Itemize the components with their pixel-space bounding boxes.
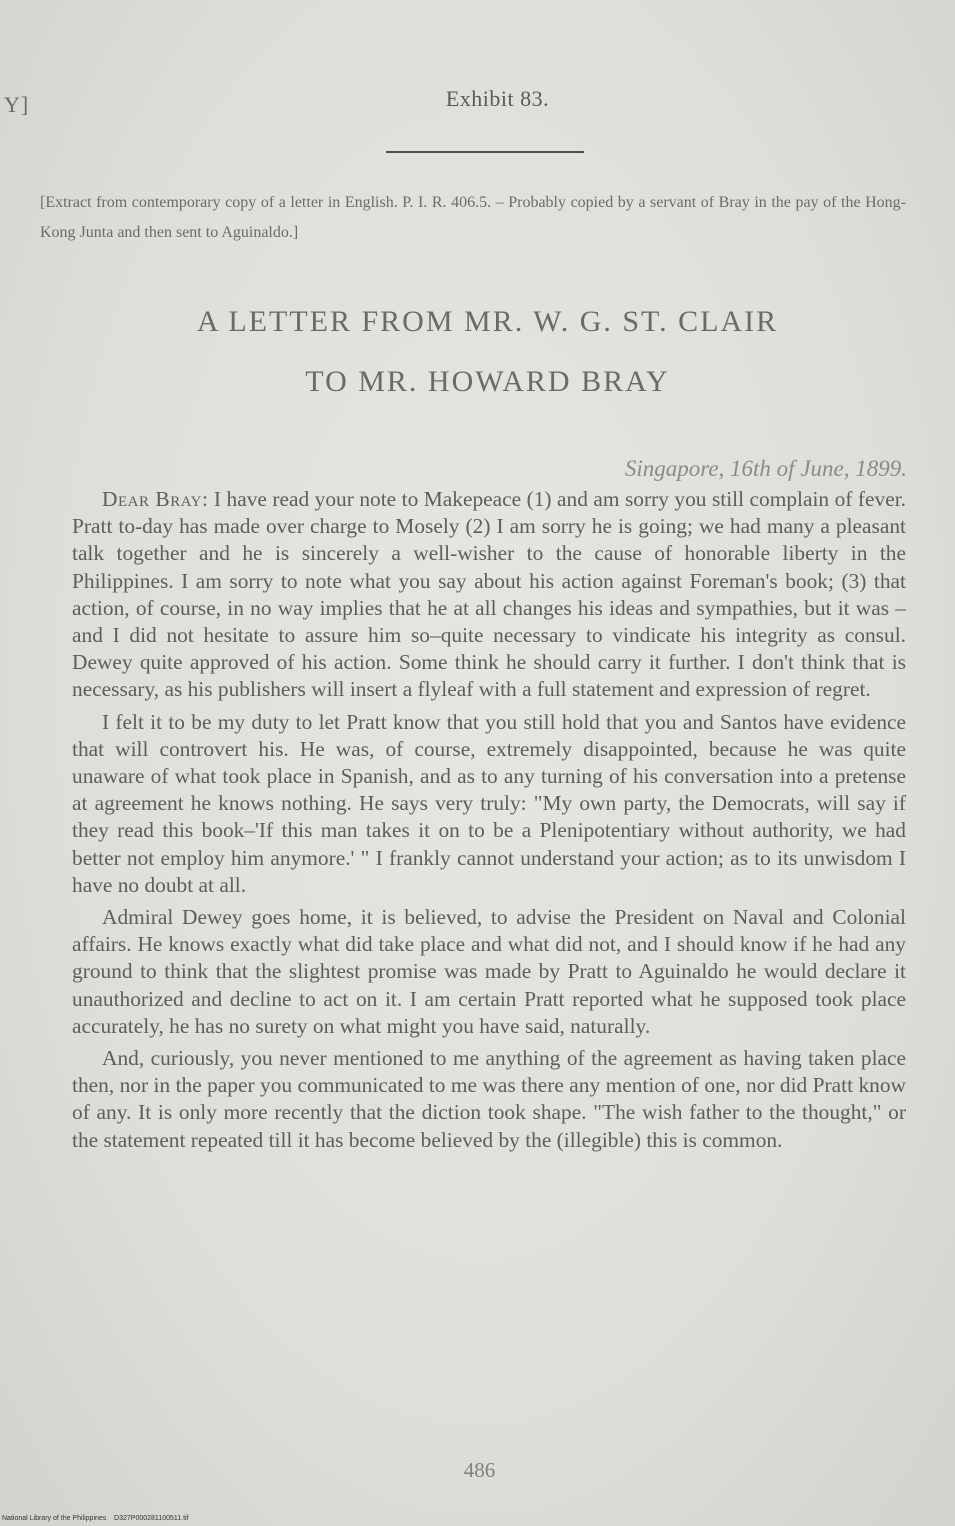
letter-paragraph-2: I felt it to be my duty to let Pratt know that you still hold that you and Santos have evidence that will controvert his. He was, of course, extremely disappointed, because he was quite unaware of what took place in Spanish, and as to any turning of his conversation into a pretense at agreement he knows nothing. He says very truly: "My own party, the Democrats, will say if they read this book–'If this man takes it on to be a Plenipotentiary without authority, we had better not employ him anymore.' " I frankly cannot understand your action; as to its unwisdom I have no doubt at all. [72, 709, 906, 897]
letter-title-line-2: TO MR. HOWARD BRAY [305, 365, 670, 398]
letter-paragraph-1 [72, 486, 906, 704]
salutation: Dear Bray: [102, 487, 209, 511]
exhibit-label: Exhibit 83. [445, 86, 550, 111]
title-rule-divider [386, 151, 584, 153]
margin-mark: Y] [4, 92, 30, 117]
page-number: 486 [463, 1458, 496, 1482]
scan-footer-caption: National Library of the Philippines D327P000281100511.tif [2, 1515, 189, 1522]
editorial-note: [Extract from contemporary copy of a letter in English. P. I. R. 406.5. – Probably copied by a servant of Bray in the pay of the Hong-Kong Junta and then sent to Aguinaldo.] [40, 194, 906, 241]
letter-title-line-1: A LETTER FROM MR. W. G. ST. CLAIR [196, 305, 779, 338]
letter-paragraph-3: Admiral Dewey goes home, it is believed, to advise the President on Naval and Colonial affairs. He knows exactly what did take place and what did not, and I should know if he had any ground to think that the slightest promise was made by Pratt to Aguinaldo he would declare it unauthorized and decline to act on it. I am certain Pratt reported what he supposed took place accurately, he has no surety on what might you have said, naturally. [72, 905, 906, 1038]
letter-paragraph-4: And, curiously, you never mentioned to me anything of the agreement as having taken place then, nor in the paper you communicated to me was there any mention of one, nor did Pratt know of any. It is only more recently that the diction took shape. "The wish father to the thought," or the statement repeated till it has become believed by the (illegible) this is common. [72, 1046, 906, 1152]
letter-dateline: Singapore, 16th of June, 1899. [624, 456, 907, 481]
paragraph-1-text: I have read your note to Makepeace (1) and am sorry you still complain of fever. Pratt to-day has made over charge to Mosely (2) I am sorry he is going; we had many a pleasant talk together and he is sincerely a well-wisher to the cause of honorable liberty in the Philippines. I am sorry to note what you say about his action against Foreman's book; (3) that action, of course, in no way implies that he at all changes his ideas and sympathies, but it was – and I did not hesitate to assure him so–quite necessary to vindicate his integrity as consul. Dewey quite approved of his action. Some think he should carry it further. I don't think that is necessary, as his publishers will insert a flyleaf with a full statement and expression of regret. [72, 487, 906, 702]
letter-body [72, 486, 906, 1159]
